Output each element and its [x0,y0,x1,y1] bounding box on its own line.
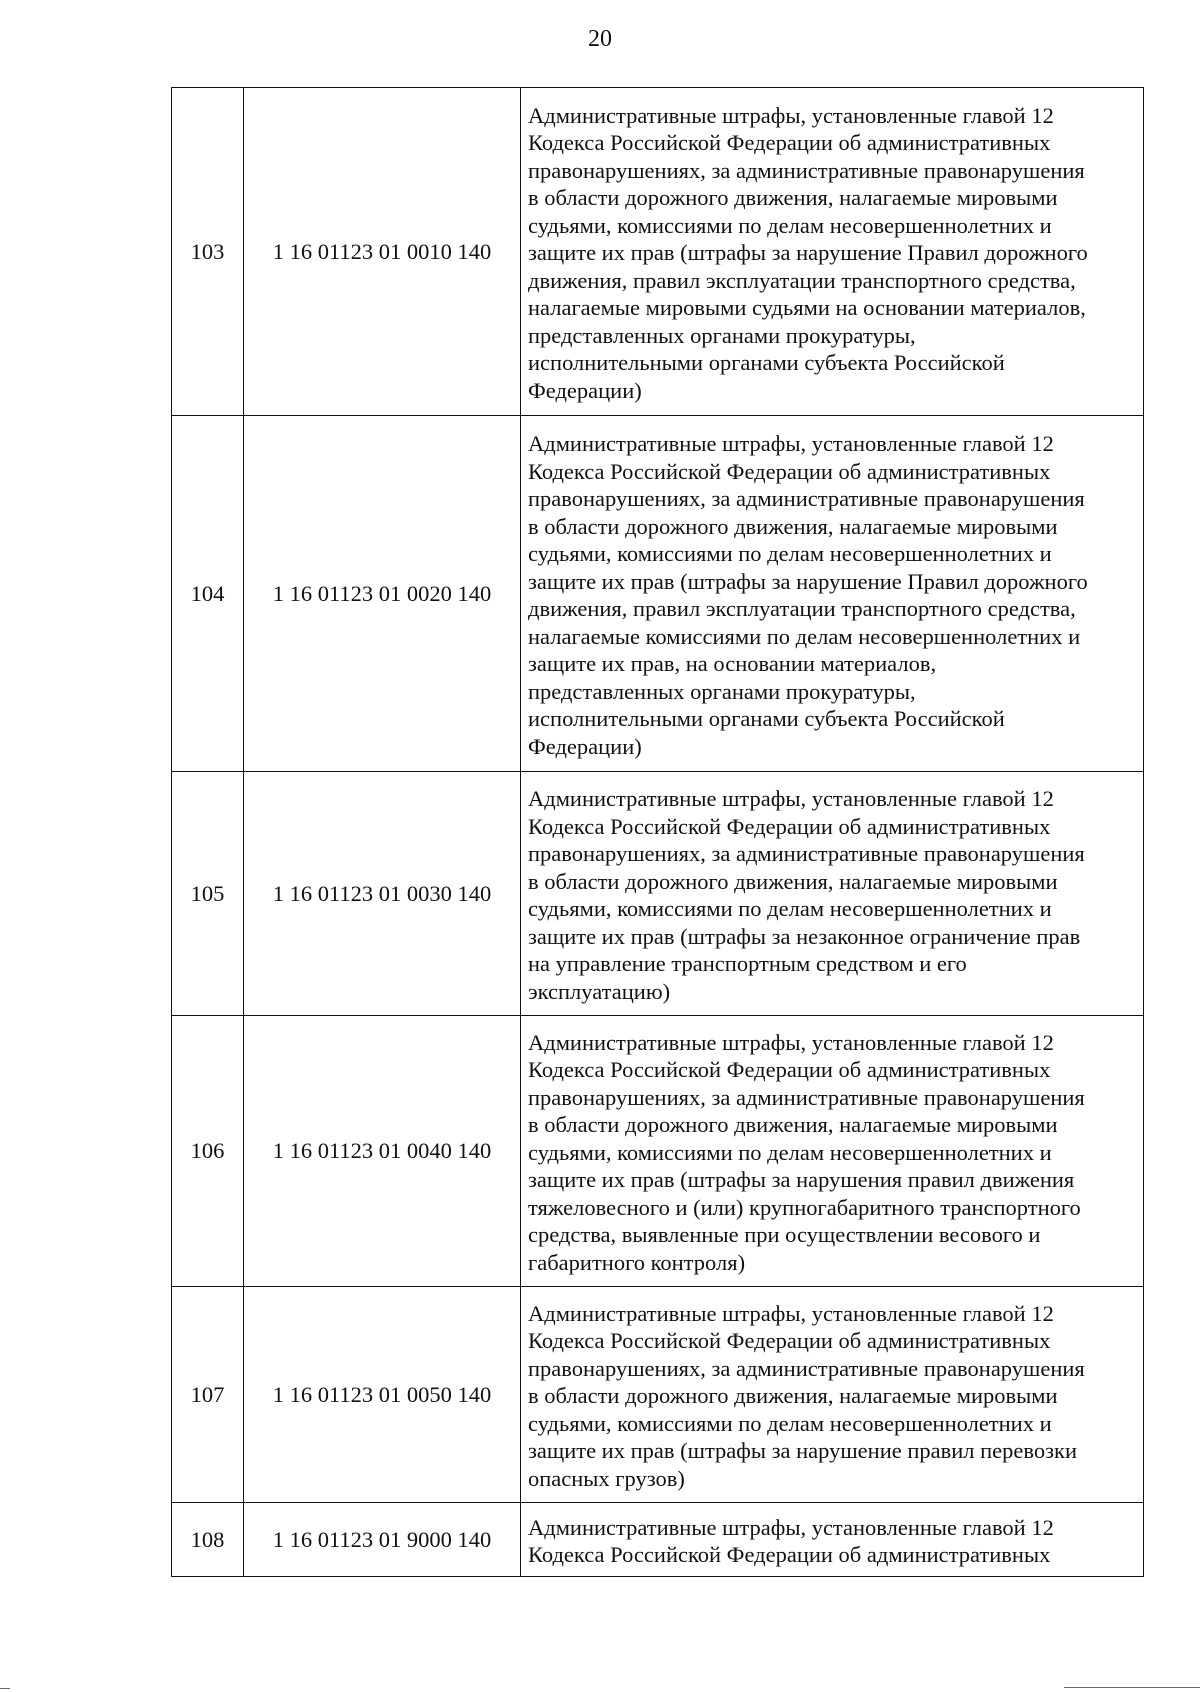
budget-classification-code: 1 16 01123 01 0020 140 [244,416,521,772]
scan-mark-bottom-left [0,1688,10,1689]
row-number: 106 [172,1016,244,1287]
row-description: Административные штрафы, установленные главой 12 Кодекса Российской Федерации об административных правонарушениях, за административные правонарушения в области дорожного движения, налагаемые мировыми судьями, комиссиями по делам несовершеннолетних и защите их прав (штрафы за нарушение Правил дорожного движения, правил эксплуатации транспортного средства, налагаемые комиссиями по делам несовершеннолетних и защите их прав, на основании материалов, представленных органами прокуратуры, исполнительными органами субъекта Российской Федерации) [521,416,1144,772]
row-description: Административные штрафы, установленные главой 12 Кодекса Российской Федерации об административных правонарушениях, за административные правонарушения в области дорожного движения, налагаемые мировыми судьями, комиссиями по делам несовершеннолетних и защите их прав (штрафы за нарушение правил перевозки опасных грузов) [521,1287,1144,1503]
table-row [172,1503,1144,1577]
page-number: 20 [588,26,612,52]
table-row [172,1287,1144,1503]
row-number: 105 [172,772,244,1016]
table-row [172,1016,1144,1287]
table-row [172,772,1144,1016]
row-number: 104 [172,416,244,772]
row-number: 107 [172,1287,244,1503]
table-row [172,416,1144,772]
budget-classification-code: 1 16 01123 01 0010 140 [244,88,521,416]
fines-table [171,87,1144,1577]
budget-classification-code: 1 16 01123 01 0050 140 [244,1287,521,1503]
budget-classification-code: 1 16 01123 01 0030 140 [244,772,521,1016]
row-number: 103 [172,88,244,416]
row-description: Административные штрафы, установленные главой 12 Кодекса Российской Федерации об административных [521,1503,1144,1577]
row-number: 108 [172,1503,244,1577]
row-description: Административные штрафы, установленные главой 12 Кодекса Российской Федерации об административных правонарушениях, за административные правонарушения в области дорожного движения, налагаемые мировыми судьями, комиссиями по делам несовершеннолетних и защите их прав (штрафы за незаконное ограничение прав на управление транспортным средством и его эксплуатацию) [521,772,1144,1016]
row-description: Административные штрафы, установленные главой 12 Кодекса Российской Федерации об административных правонарушениях, за административные правонарушения в области дорожного движения, налагаемые мировыми судьями, комиссиями по делам несовершеннолетних и защите их прав (штрафы за нарушения правил движения тяжеловесного и (или) крупногабаритного транспортного средства, выявленные при осуществлении весового и габаритного контроля) [521,1016,1144,1287]
table-row [172,88,1144,416]
scan-mark-bottom-right [1064,1687,1200,1688]
row-description: Административные штрафы, установленные главой 12 Кодекса Российской Федерации об административных правонарушениях, за административные правонарушения в области дорожного движения, налагаемые мировыми судьями, комиссиями по делам несовершеннолетних и защите их прав (штрафы за нарушение Правил дорожного движения, правил эксплуатации транспортного средства, налагаемые мировыми судьями на основании материалов, представленных органами прокуратуры, исполнительными органами субъекта Российской Федерации) [521,88,1144,416]
budget-classification-code: 1 16 01123 01 0040 140 [244,1016,521,1287]
budget-classification-code: 1 16 01123 01 9000 140 [244,1503,521,1577]
